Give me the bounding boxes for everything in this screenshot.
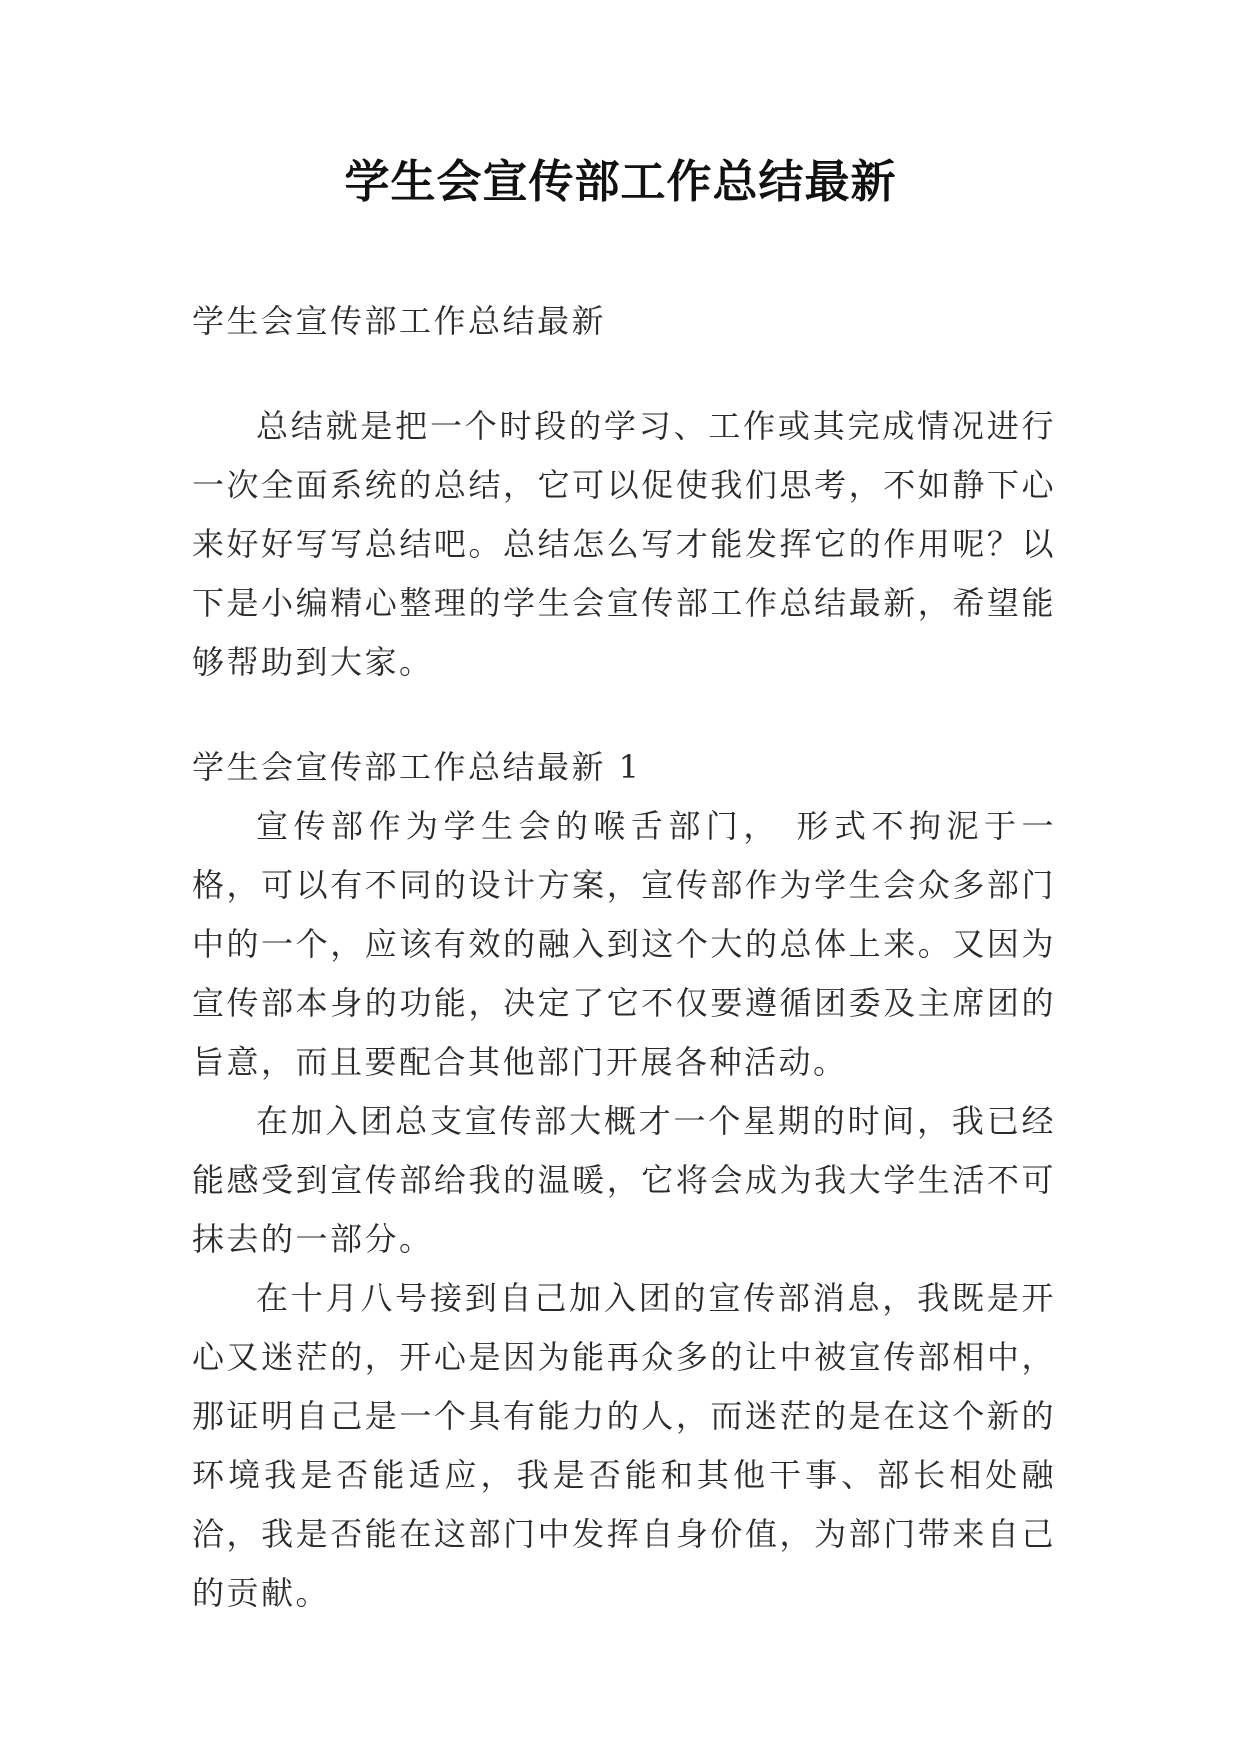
document-body (192, 292, 1056, 1623)
document-title: 学生会宣传部工作总结最新 (344, 155, 897, 208)
body-paragraph: 在加入团总支宣传部大概才一个星期的时间，我已经能感受到宣传部给我的温暖，它将会成为我大学生活不可抹去的一部分。 (192, 1102, 1056, 1258)
body-paragraph: 宣传部作为学生会的喉舌部门， 形式不拘泥于一格，可以有不同的设计方案，宣传部作为学生会众多部门中的一个，应该有效的融入到这个大的总体上来。又因为宣传部本身的功能，决定了它不仅要遵循团委及主席团的旨意，而且要配合其他部门开展各种活动。 (192, 807, 1056, 1081)
intro-paragraph: 总结就是把一个时段的学习、工作或其完成情况进行一次全面系统的总结，它可以促使我们思考，不如静下心来好好写写总结吧。总结怎么写才能发挥它的作用呢？以下是小编精心整理的学生会宣传部工作总结最新，希望能够帮助到大家。 (192, 407, 1056, 681)
document-subtitle: 学生会宣传部工作总结最新 (192, 302, 607, 340)
body-paragraph: 在十月八号接到自己加入团的宣传部消息，我既是开心又迷茫的，开心是因为能再众多的让中被宣传部相中，那证明自己是一个具有能力的人，而迷茫的是在这个新的环境我是否能适应，我是否能和其他干事、部长相处融洽，我是否能在这部门中发挥自身价值，为部门带来自己的贡献。 (192, 1279, 1056, 1612)
section-heading: 学生会宣传部工作总结最新 1 (192, 748, 642, 786)
